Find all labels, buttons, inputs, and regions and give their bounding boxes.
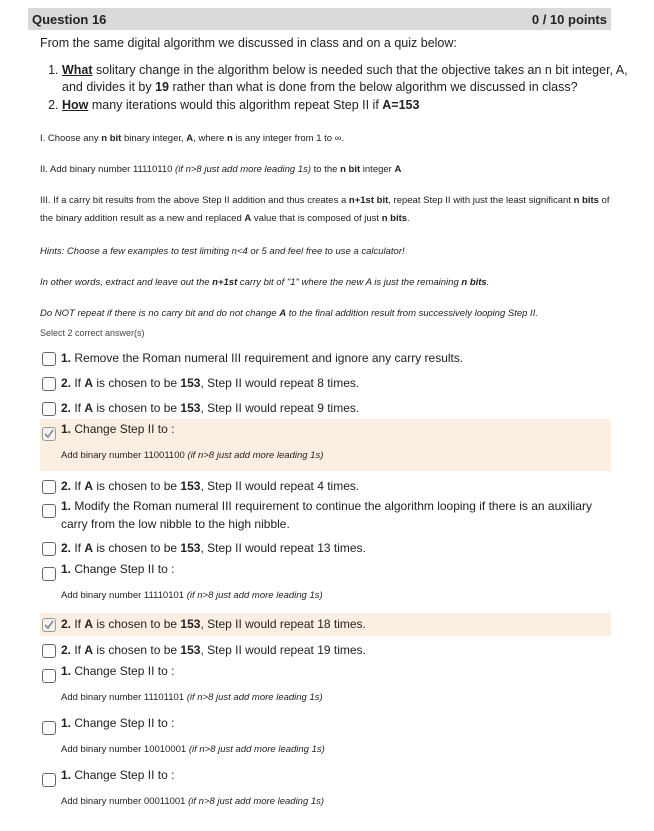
checkbox-checked[interactable]	[42, 618, 56, 632]
checkbox[interactable]	[42, 542, 56, 556]
option-detail: Add binary number 11101101 (if n>8 just add more leading 1s)	[61, 692, 323, 703]
answer-option[interactable]: 2. If A is chosen to be 153, Step II would repeat 19 times.	[40, 640, 611, 660]
points-label: 0 / 10 points	[531, 11, 607, 27]
answer-option[interactable]: 2. If A is chosen to be 153, Step II would repeat 8 times.	[40, 373, 611, 393]
hint-1: Hints: Choose a few examples to test limiting n<4 or 5 and feel free to use a calculator!	[40, 246, 405, 257]
checkbox[interactable]	[42, 773, 56, 787]
answer-option-selected[interactable]: 1. Change Step II to : Add binary number 11001100 (if n>8 just add more leading 1s)	[40, 419, 611, 471]
checkbox[interactable]	[42, 402, 56, 416]
sub-question-2: 2. How many iterations would this algorithm repeat Step II if A=153	[62, 97, 637, 114]
sub-question-1: 1. What solitary change in the algorithm below is needed such that the objective takes an n bit integer, A, and divides it by 19 rather than what is done from the below algorithm we discussed in class?	[62, 62, 637, 96]
checkbox[interactable]	[42, 721, 56, 735]
checkbox[interactable]	[42, 352, 56, 366]
question-intro: From the same digital algorithm we discussed in class and on a quiz below:	[40, 36, 457, 50]
answer-option[interactable]: 1. Change Step II to : Add binary number 10010001 (if n>8 just add more leading 1s)	[40, 714, 611, 762]
question-header	[28, 8, 611, 30]
checkbox[interactable]	[42, 504, 56, 518]
answer-option[interactable]: 2. If A is chosen to be 153, Step II would repeat 4 times.	[40, 476, 611, 496]
question-title: Question 16	[32, 11, 107, 27]
option-detail: Add binary number 10010001 (if n>8 just add more leading 1s)	[61, 744, 325, 755]
select-instruction: Select 2 correct answer(s)	[40, 328, 145, 338]
checkbox[interactable]	[42, 567, 56, 581]
answer-option[interactable]: 2. If A is chosen to be 153, Step II would repeat 13 times.	[40, 538, 611, 558]
checkbox[interactable]	[42, 669, 56, 683]
answer-option[interactable]: 1. Remove the Roman numeral III requirement and ignore any carry results.	[40, 348, 611, 368]
sub-question-list	[40, 62, 637, 115]
answer-option[interactable]: 1. Change Step II to : Add binary number 00011001 (if n>8 just add more leading 1s)	[40, 766, 611, 814]
answer-option[interactable]: 1. Change Step II to : Add binary number 11110101 (if n>8 just add more leading 1s)	[40, 560, 611, 608]
answer-option[interactable]: 1. Change Step II to : Add binary number 11101101 (if n>8 just add more leading 1s)	[40, 662, 611, 710]
hint-2: In other words, extract and leave out the n+1st carry bit of "1" where the new A is just the remaining n bits.	[40, 277, 490, 288]
checkbox[interactable]	[42, 644, 56, 658]
answer-option[interactable]: 1. Modify the Roman numeral III requirement to continue the algorithm looping if there is an auxiliary carry from the low nibble to the high nibble.	[40, 497, 611, 535]
answer-option[interactable]: 2. If A is chosen to be 153, Step II would repeat 9 times.	[40, 398, 611, 418]
algorithm-step-3: III. If a carry bit results from the above Step II addition and thus creates a n+1st bit, repeat Step II with just the least significant n bits of the binary addition result as a new and replaced A value that is composed of just n bits.	[40, 195, 610, 224]
option-detail: Add binary number 11110101 (if n>8 just add more leading 1s)	[61, 590, 323, 601]
answer-option-selected[interactable]: 2. If A is chosen to be 153, Step II would repeat 18 times.	[40, 613, 611, 636]
checkbox[interactable]	[42, 480, 56, 494]
checkbox-checked[interactable]	[42, 427, 56, 441]
option-detail: Add binary number 00011001 (if n>8 just add more leading 1s)	[61, 796, 325, 807]
checkmark-icon	[44, 429, 54, 439]
option-detail: Add binary number 11001100 (if n>8 just add more leading 1s)	[61, 450, 324, 461]
checkmark-icon	[44, 620, 54, 630]
checkbox[interactable]	[42, 377, 56, 391]
algorithm-step-2: II. Add binary number 11110110 (if n>8 just add more leading 1s) to the n bit integer A	[40, 164, 402, 175]
algorithm-step-1: I. Choose any n bit binary integer, A, where n is any integer from 1 to ∞.	[40, 133, 345, 144]
hint-3: Do NOT repeat if there is no carry bit and do not change A to the final addition result from successively looping Step II.	[40, 308, 538, 319]
